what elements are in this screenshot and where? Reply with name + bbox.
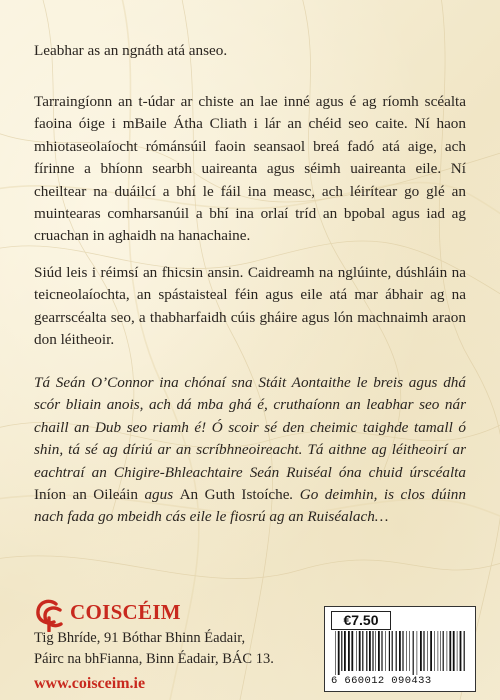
barcode-bar [389, 631, 390, 671]
barcode-bar [392, 631, 393, 671]
publisher-address [34, 628, 274, 670]
barcode-bar [457, 631, 458, 671]
barcode-bar [406, 631, 407, 671]
barcode-bar [378, 631, 380, 671]
barcode-bar [434, 631, 435, 671]
author-bio-text [34, 372, 466, 529]
barcode-bar [338, 631, 340, 675]
barcode-bar [396, 631, 397, 671]
barcode-bar [351, 631, 353, 671]
price-label: €7.50 [331, 611, 391, 630]
barcode-bar [402, 631, 403, 671]
barcode-bar [413, 631, 414, 675]
author-bio-part-2: . Go deimhin, is clos dúinn nach fada go mbeidh cás eile le fiosrú ag an Ruiséalach… [34, 486, 466, 526]
publisher-logo [34, 598, 234, 626]
barcode-bar [417, 631, 418, 675]
barcode-bar [369, 631, 371, 671]
barcode-bar [453, 631, 455, 671]
blurb-paragraph-author-memoir [34, 91, 466, 248]
blurb-intro [34, 40, 466, 62]
barcode-bar [447, 631, 448, 671]
barcode-bar [366, 631, 367, 671]
blurb-paragraph-2-text: Tarraingíonn an t-údar ar chiste an lae inné agus é ag ríomh scéalta faoina óige i mBaile Átha Cliath i lár an chéid seo caite. Ní haon mhiotaseolaíocht rómánsúil faoin seansaol breá fadó atá aige, ach fírinne a bhíonn searbh uaireanta agus séimh uaireanta eile. Ní cheiltear na duáilcí a bhí le fáil ina measc, ach léirítear go glé an muintearas comharsanúil a bhí ina orlaí tríd an bpobal agus iad ag cruachan in aghaidh na hanachaine. [34, 93, 466, 245]
barcode-bar [372, 631, 373, 671]
blurb-paragraph-3-text: Siúd leis i réimsí an fhicsin ansin. Caidreamh na nglúinte, dúshláin na teicneolaíochta, an spástaisteal féin agus eile atá mar ábhair ag na gearrscéalta seo, a thabharfaidh cúis gháire agus lón machnaimh araon don léitheoir. [34, 264, 466, 349]
barcode-bar [341, 631, 342, 671]
barcode-bar [430, 631, 432, 671]
publisher-name: COISCÉIM [70, 600, 181, 624]
blurb-paragraph-fiction [34, 262, 466, 352]
barcode-bar [438, 631, 439, 671]
barcode-bar [440, 631, 441, 671]
author-bio [34, 372, 466, 529]
barcode-bar [399, 631, 401, 671]
barcode-bar [385, 631, 386, 671]
novel-title-1: Iníon an Oileáin [34, 486, 138, 504]
address-line-1: Tig Bhríde, 91 Bóthar Bhinn Éadair, [34, 630, 246, 646]
barcode-bar [359, 631, 361, 671]
barcode-bar [375, 631, 376, 671]
barcode-bar [420, 631, 422, 671]
barcode-bar [449, 631, 451, 671]
barcode-panel [324, 606, 476, 692]
novel-title-2: An Guth Istoíche [179, 486, 290, 504]
barcode-bar [356, 631, 357, 671]
barcode-bar [344, 631, 346, 671]
author-bio-agus: agus [138, 486, 180, 504]
barcode-bar [381, 631, 382, 671]
barcode-bar [409, 631, 410, 671]
barcode-bar [464, 631, 465, 671]
barcode-bar [460, 631, 462, 671]
barcode-bar [348, 631, 350, 671]
barcode-number: 6 660012 090433 [331, 675, 432, 687]
barcode-bars [333, 631, 467, 675]
publisher-website-link[interactable]: www.coisceim.ie [34, 675, 146, 692]
author-bio-part-1: Tá Seán O’Connor ina chónaí sna Stáit Aontaithe le breis agus dhá scór bliain anois, ach dá mba ghá é, cruthaíonn an leabhar seo nár chaill an Dub seo riamh é! Ó scoir sé den cheimic taighde tamall ó shin, tá sé ag díriú ar an scríbhneoireacht. Tá aithne ag léitheoirí ar eachtraí an Chigire-Bhleachtaire Seán Ruiséal óna chuid úrscéalta [34, 374, 466, 481]
coisceim-logo-icon [34, 598, 64, 632]
barcode-bar [335, 631, 336, 675]
barcode-bar [427, 631, 428, 671]
barcode-bar [423, 631, 424, 671]
address-line-2: Páirc na bhFianna, Binn Éadair, BÁC 13. [34, 651, 274, 667]
barcode-bar [362, 631, 363, 671]
blurb-intro-text: Leabhar as an ngnáth atá anseo. [34, 42, 228, 59]
barcode-bar [443, 631, 444, 671]
